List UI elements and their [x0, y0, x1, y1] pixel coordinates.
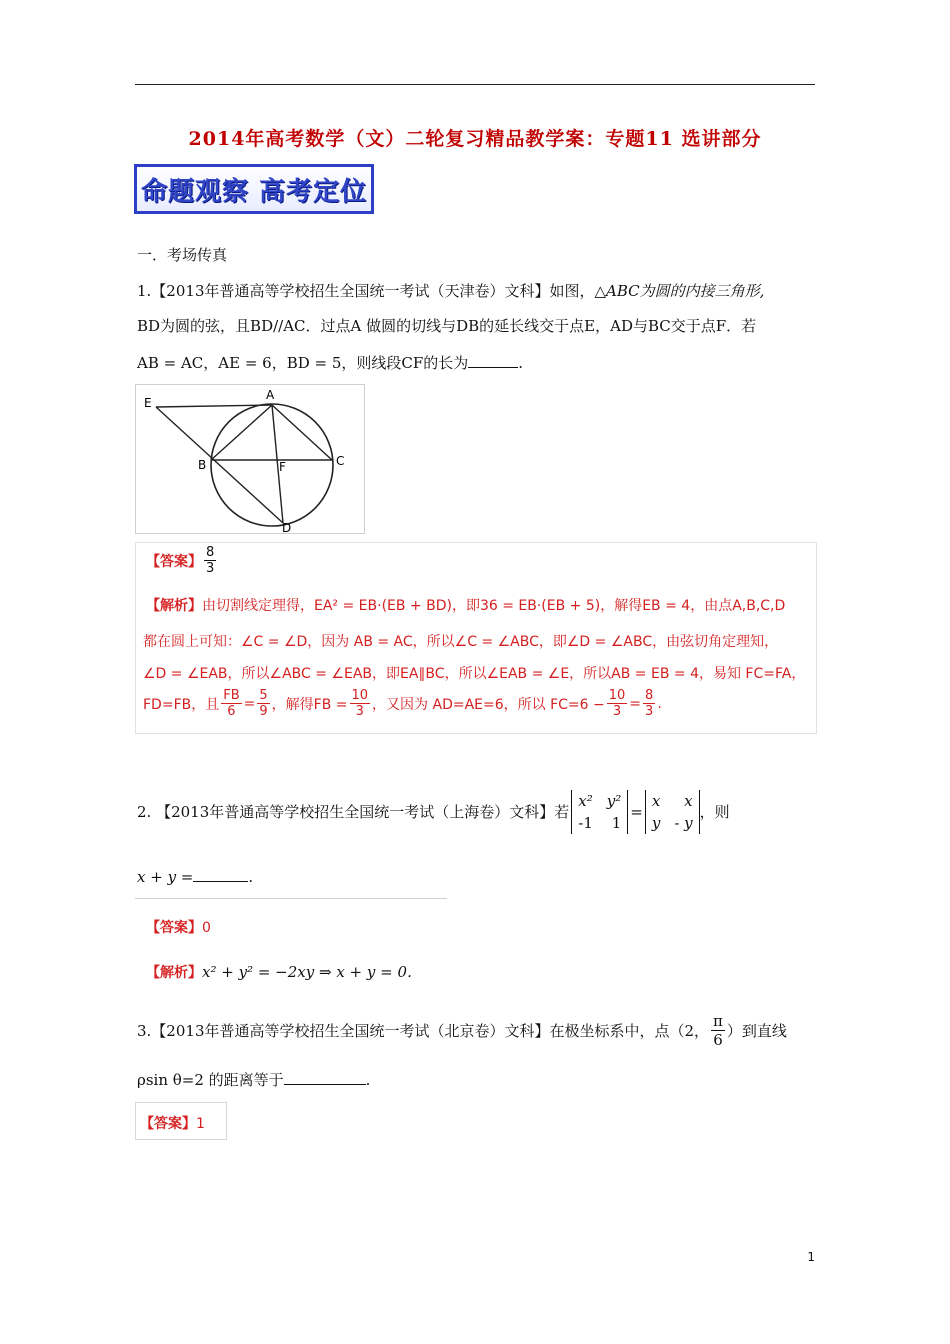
q2-analysis: 【解析】x² + y² = −2xy ⇒ x + y = 0． [146, 963, 423, 981]
q3-answer: 【答案】1 [140, 1116, 205, 1132]
circle-diagram [136, 385, 364, 533]
q2-divider [135, 898, 447, 899]
section-heading: 一．考场传真 [137, 246, 228, 264]
header-rule [135, 84, 815, 85]
q3-fraction: $\frac{\pi}{6}$ [713, 1012, 723, 1049]
page-number: 1 [807, 1250, 815, 1264]
q1-analysis-line4: FD=FB，且 $\frac{FB}{6}$ = $\frac{5}{9}$ ，解得FB = $\frac{10}{3}$ ，又因为 AD=AE=6，所以 FC=6 − $\frac{10}{3}$ = $\frac{8}{3}$ . [143, 688, 662, 719]
geometry-figure [135, 384, 365, 534]
q2-matrix-left: x² y² -1 1 [571, 790, 628, 834]
q1-line3: AB = AC，AE = 6，BD = 5，则线段CF的长为 . [137, 354, 524, 372]
frac-fb-6: $\frac{FB}{6}$ [223, 688, 240, 719]
q1-line2: BD为圆的弦，且BD//AC．过点A 做圆的切线与DB的延长线交于点E，AD与BC交于点F．若 [137, 317, 757, 335]
q1-answer-fraction: $\frac{8}{3}$ [206, 545, 215, 576]
q2-matrix-right: x x y - y [645, 790, 700, 834]
page-title: 2014年高考数学（文）二轮复习精品教学案：专题11 选讲部分 [188, 128, 762, 150]
q1-analysis-line1: 【解析】由切割线定理得，EA² = EB·(EB + BD)，即36 = EB·(EB + 5)，解得EB = 4，由点A,B,C,D [146, 598, 786, 614]
q3-line1: 3.【2013年普通高等学校招生全国统一考试（北京卷）文科】在极坐标系中，点（2， $\frac{\pi}{6}$ ）到直线 [137, 1012, 787, 1049]
q3-line2: ρsin θ=2 的距离等于 . [137, 1071, 371, 1089]
answer-blank [468, 353, 518, 368]
answer-blank [284, 1070, 366, 1085]
q1-analysis-line3: ∠D = ∠EAB，所以∠ABC = ∠EAB，即EA∥BC，所以∠EAB = ∠E，所以AB = EB = 4，易知 FC=FA， [143, 666, 806, 682]
q2-line1: 2. 【2013年普通高等学校招生全国统一考试（上海卷）文科】若 x² y² -1 1 = x x y - y ，则 [137, 792, 730, 832]
label-C: C [336, 454, 345, 468]
frac-5-9: $\frac{5}{9}$ [259, 688, 268, 719]
q1-line1: 1.【2013年普通高等学校招生全国统一考试（天津卷）文科】如图，△ABC为圆的内接三角形, [137, 282, 765, 300]
label-E: E [144, 396, 152, 410]
q1-analysis-line2: 都在圆上可知：∠C = ∠D，因为 AB = AC，所以∠C = ∠ABC，即∠D = ∠ABC，由弦切角定理知， [143, 634, 779, 650]
frac-8-3: $\frac{8}{3}$ [645, 688, 654, 719]
q2-answer: 【答案】0 [146, 920, 211, 936]
q1-answer: 【答案】 $\frac{8}{3}$ [146, 545, 215, 576]
frac-10-3-a: $\frac{10}{3}$ [351, 688, 369, 719]
label-D: D [282, 521, 292, 533]
label-F: F [279, 460, 286, 474]
answer-blank [193, 867, 248, 882]
label-B: B [198, 458, 207, 472]
q2-line2: x + y = . [137, 868, 254, 886]
frac-10-3-b: $\frac{10}{3}$ [608, 688, 626, 719]
section-banner: 命题观察 高考定位 [134, 164, 374, 214]
label-A: A [266, 388, 275, 402]
